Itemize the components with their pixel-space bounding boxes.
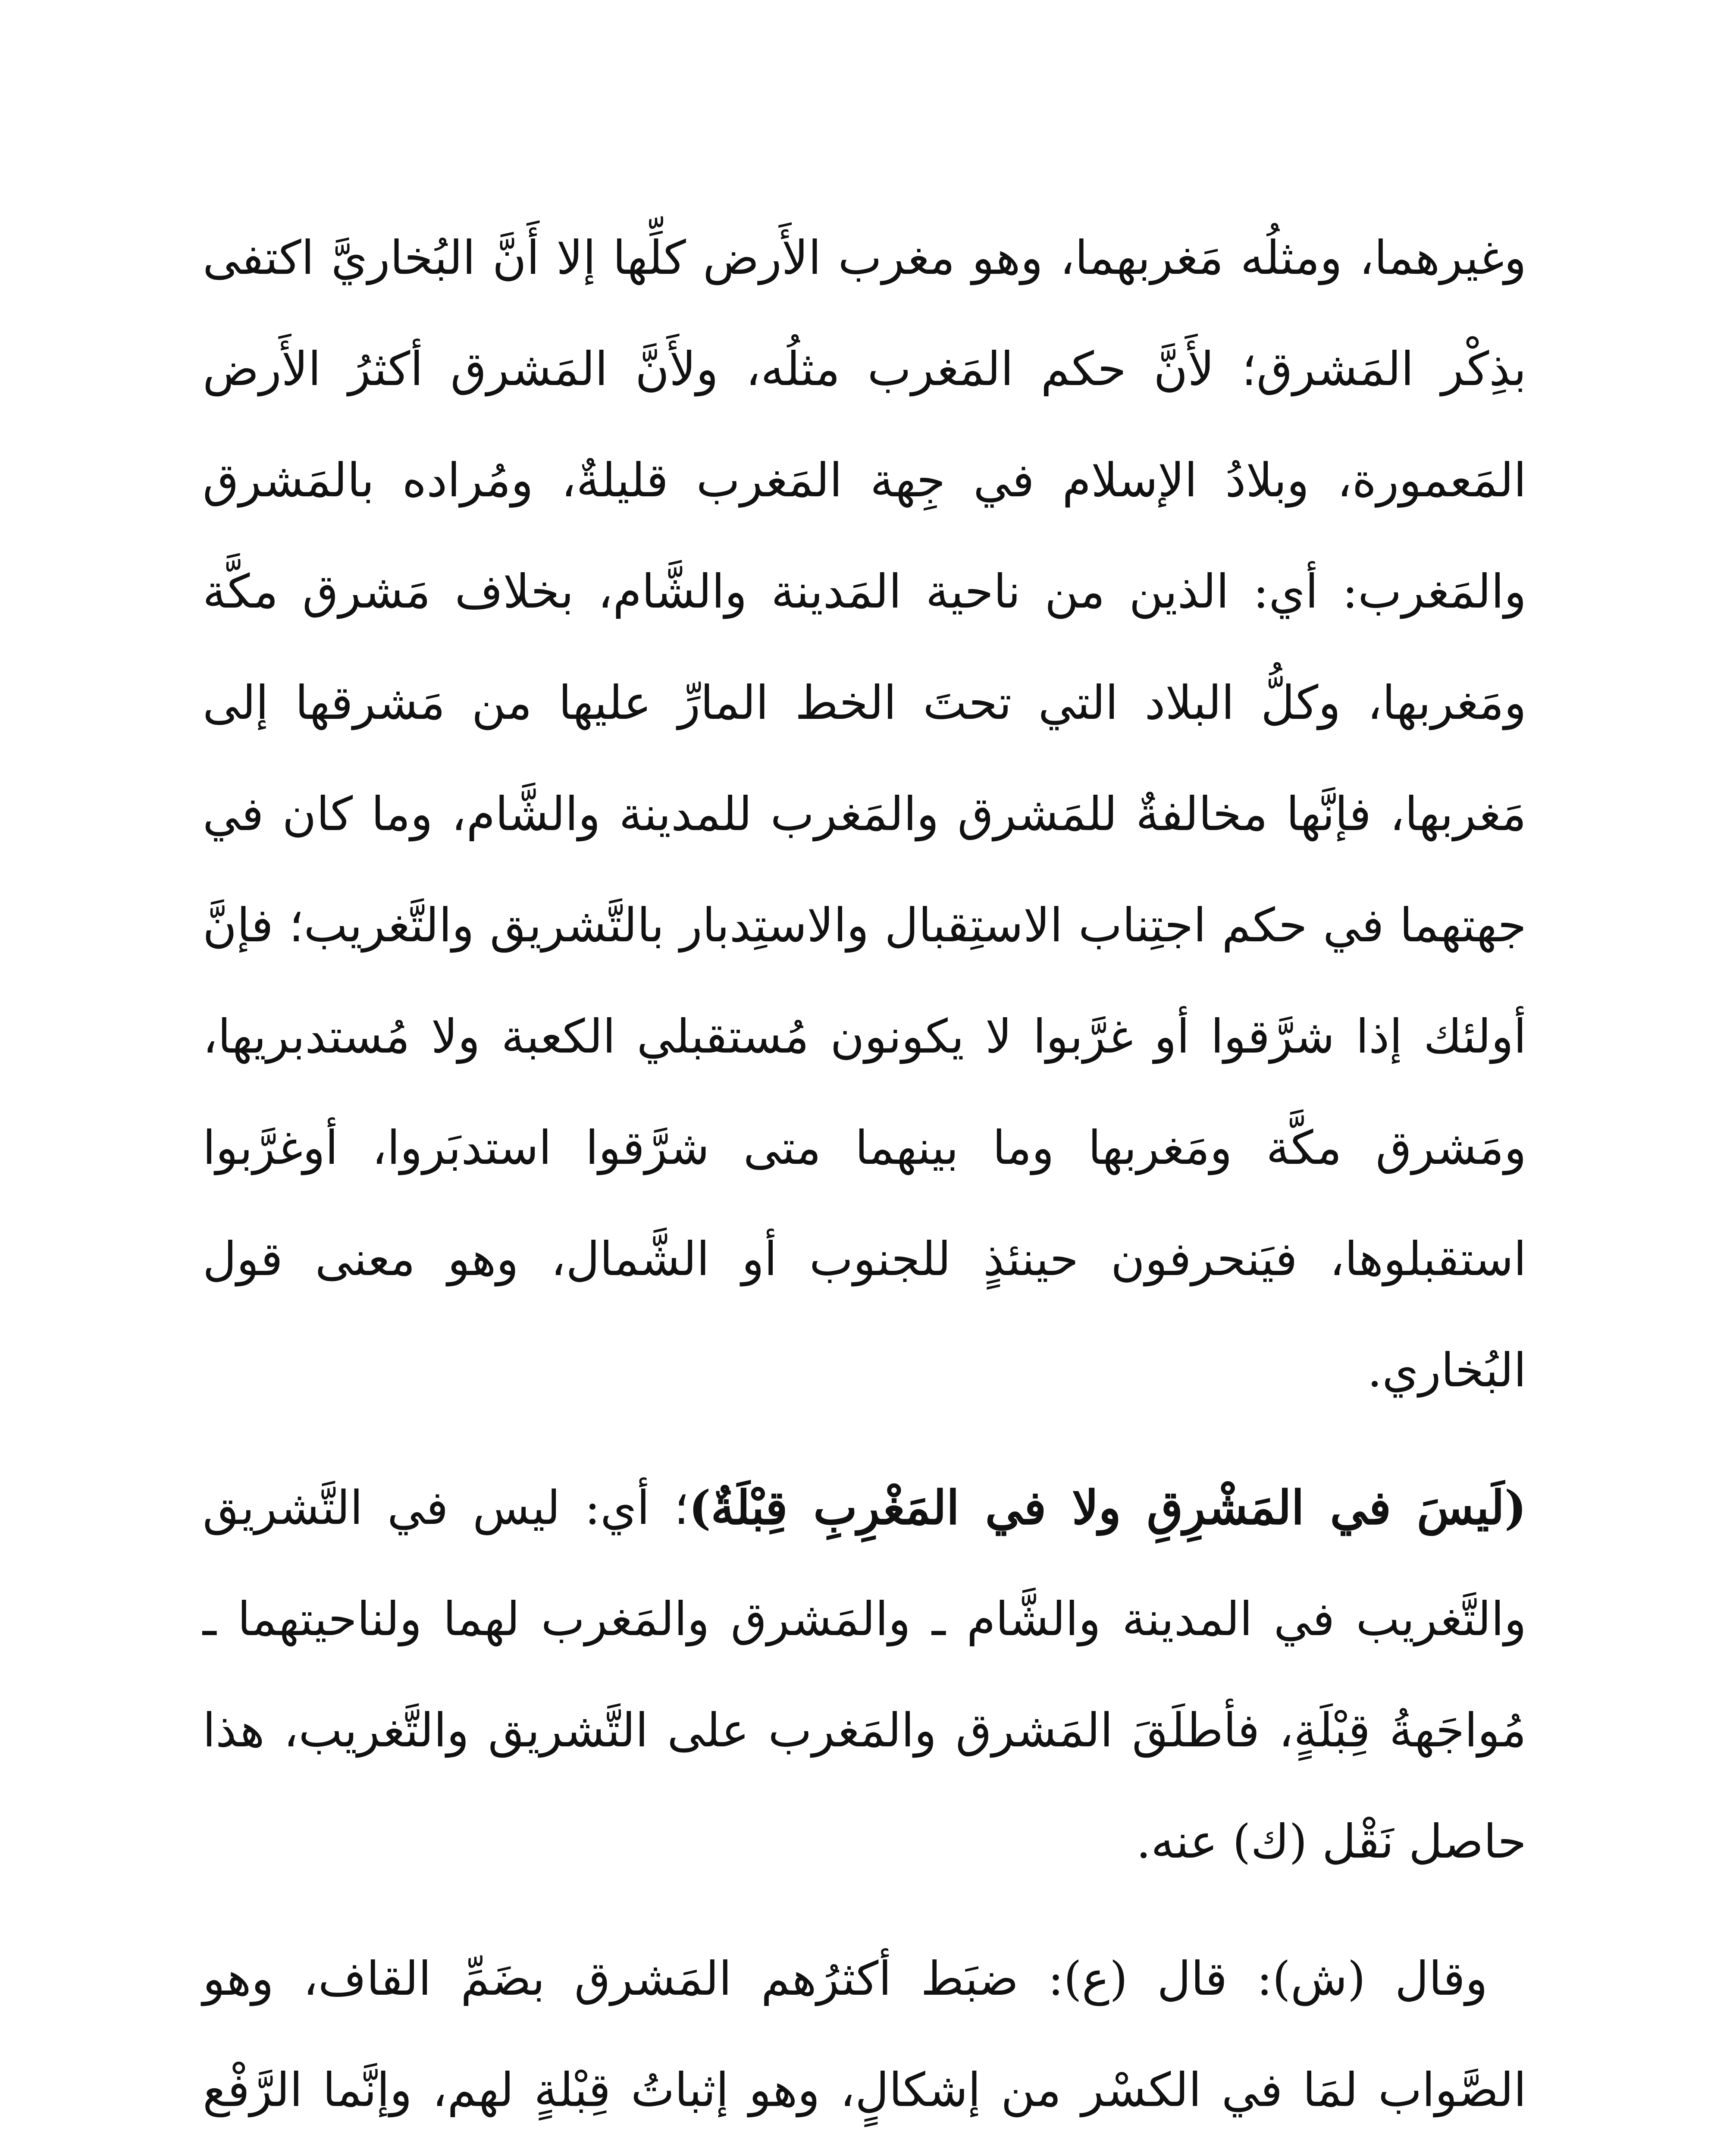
body-text [203, 203, 1526, 2156]
paragraph-1 [203, 203, 1526, 1426]
paragraph-1-text: وغيرهما، ومثلُه مَغربهما، وهو مغرب الأَرض كلِّها إلا أَنَّ البُخاريَّ اكتفى بذِكْر المَشرق؛ لأَنَّ حكم المَغرب مثلُه، ولأَنَّ المَشرق أكثرُ الأَرض المَعمورة، وبلادُ الإسلام في جِهة المَغرب قليلةٌ، ومُراده بالمَشرق والمَغرب: أي: الذين من ناحية المَدينة والشَّام، بخلاف مَشرق مكَّة ومَغربها، وكلُّ البلاد التي تحتَ الخط المارِّ عليها من مَشرقها إلى مَغربها، فإنَّها مخالفةٌ للمَشرق والمَغرب للمدينة والشَّام، وما كان في جهتهما في حكم اجتِناب الاستِقبال والاستِدبار بالتَّشريق والتَّغريب؛ فإنَّ أولئك إذا شرَّقوا أو غرَّبوا لا يكونون مُستقبلي الكعبة ولا مُستدبريها، ومَشرق مكَّة ومَغربها وما بينهما متى شرَّقوا استدبَروا، أوغرَّبوا استقبلوها، فيَنحرفون حينئذٍ للجنوب أو الشَّمال، وهو معنى قول البُخاري. [203, 231, 1526, 1398]
paragraph-3-text: وقال (ش): قال (ع): ضبَط أكثرُهم المَشرق بضَمِّ القاف، وهو الصَّواب لمَا في الكسْر من إشكالٍ، وهو إثباتُ قِبْلةٍ لهم، وإنَّما الرَّفْع [203, 1952, 1526, 2117]
paragraph-2-text: ؛ أي: ليس في التَّشريق والتَّغريب في المدينة والشَّام ـ والمَشرق والمَغرب لهما ولناحيتهما ـ مُواجَهةُ قِبْلَةٍ، فأطلَقَ المَشرق والمَغرب على التَّشريق والتَّغريب، هذا حاصل نَقْل (ك) عنه. [203, 1481, 1526, 1869]
paragraph-2 [203, 1452, 1526, 1898]
paragraph-3 [203, 1924, 1526, 2156]
hadith-quote: (لَيسَ في المَشْرِقِ ولا في المَغْرِبِ قِبْلَةٌ) [689, 1481, 1526, 1535]
